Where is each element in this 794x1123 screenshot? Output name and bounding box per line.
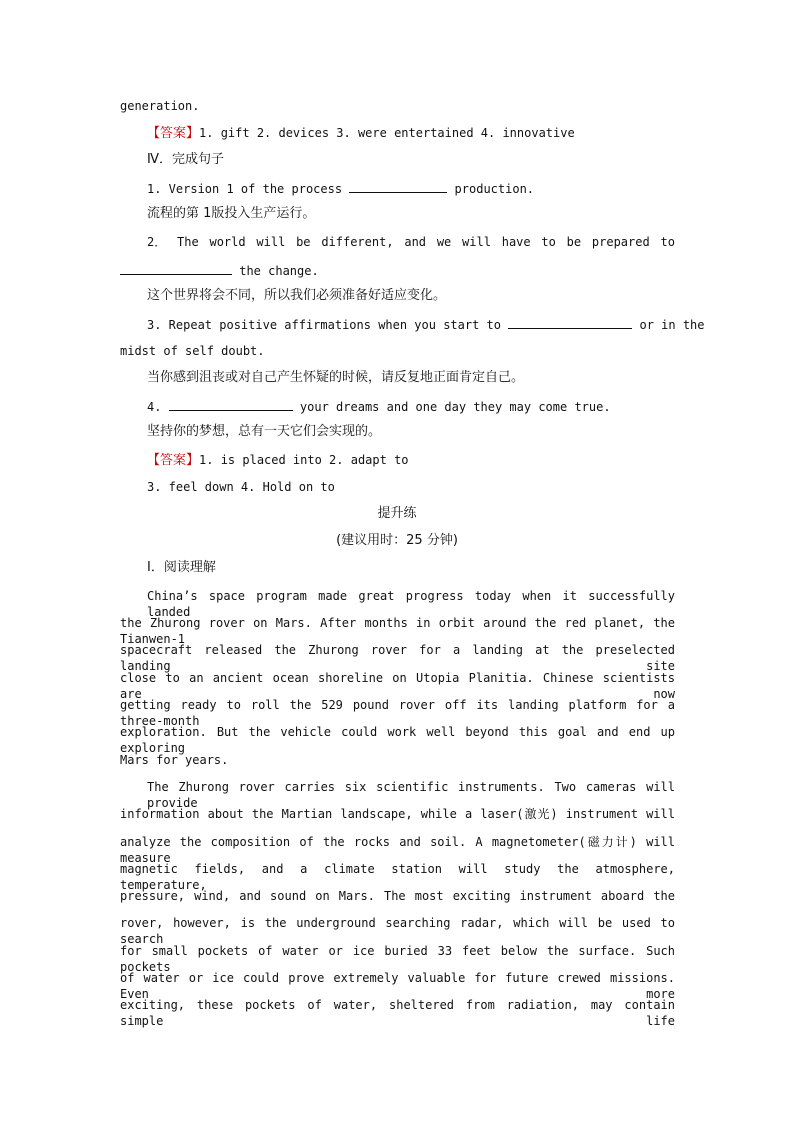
- word: to: [660, 235, 675, 249]
- passage-line: pressure, wind, and sound on Mars. The most exciting instrument aboard the: [120, 889, 675, 903]
- sentence-1-translation: 流程的第 1版投入生产运行。: [147, 206, 316, 221]
- passage-line: magnetic fields, and a climate station will study the atmosphere, temperature,: [120, 862, 675, 892]
- answer-content: 1. is placed into 2. adapt to: [199, 453, 409, 467]
- sentence-3-cont: midst of self doubt.: [120, 344, 265, 358]
- word: be: [296, 235, 311, 249]
- passage-line: analyze the composition of the rocks and soil. A magnetometer(磁力计) will measure: [120, 835, 675, 865]
- sentence-1: [147, 180, 675, 197]
- sentence-2-translation: 这个世界将会不同，所以我们必须准备好适应变化。: [147, 288, 447, 303]
- word: will: [462, 235, 491, 249]
- passage-line: of water or ice could prove extremely valuable for future crewed missions. Even more: [120, 971, 675, 1001]
- prev-question-tail: generation.: [120, 99, 200, 113]
- section-heading: Ⅳ．完成句子: [147, 152, 224, 167]
- blank-2: [120, 262, 232, 275]
- word: The: [177, 235, 199, 249]
- passage-line: for small pockets of water or ice buried 33 feet below the surface. Such pockets: [120, 944, 675, 974]
- answer-line-1: [147, 452, 675, 469]
- answer-tag: 【答案】: [147, 453, 200, 468]
- sentence-2-cont: [120, 262, 675, 279]
- prev-answer-line: [147, 125, 675, 142]
- word: be: [566, 235, 582, 249]
- sentence-3: [147, 316, 705, 333]
- sentence-1-after: production.: [454, 182, 535, 196]
- passage-line: exciting, these pockets of water, sheltered from radiation, may contain simple life: [120, 998, 675, 1028]
- blank-4: [169, 398, 293, 411]
- answer-content: 1. gift 2. devices 3. were entertained 4. innovative: [199, 126, 575, 140]
- word: will: [256, 235, 286, 249]
- answer-tag: 【答案】: [147, 126, 200, 141]
- passage-line: Mars for years.: [120, 753, 229, 767]
- practice-title: 提升练: [377, 506, 417, 521]
- sentence-3-before: 3. Repeat positive affirmations when you start to: [147, 318, 502, 332]
- word: world: [209, 235, 246, 249]
- sentence-4-num: 4.: [147, 400, 162, 414]
- sentence-4-after: your dreams and one day they may come true.: [299, 400, 611, 414]
- passage-line: China’s space program made great progress today when it successfully landed: [147, 589, 675, 619]
- sentence-4-translation: 坚持你的梦想，总有一天它们会实现的。: [147, 424, 382, 439]
- passage-line: rover, however, is the underground searching radar, which will be used to search: [120, 916, 675, 946]
- passage-line: getting ready to roll the 529 pound rover off its landing platform for a three-month: [120, 698, 675, 728]
- word: prepared: [591, 235, 650, 249]
- sentence-4: [147, 398, 675, 415]
- word: 2．: [147, 235, 167, 249]
- passage-line: spacecraft released the Zhurong rover for a landing at the preselected landing site: [120, 643, 675, 673]
- sentence-2-after: the change.: [239, 264, 319, 278]
- passage-line: The Zhurong rover carries six scientific instruments. Two cameras will provide: [147, 780, 675, 810]
- passage-line: close to an ancient ocean shoreline on Utopia Planitia. Chinese scientists are now: [120, 671, 675, 701]
- answer-line-2: 3. feel down 4. Hold on to: [147, 480, 335, 494]
- word: to: [541, 235, 556, 249]
- sentence-3-after: or in the: [639, 318, 705, 332]
- sentence-3-translation: 当你感到沮丧或对自己产生怀疑的时候，请反复地正面肯定自己。: [147, 370, 525, 385]
- reading-section-heading: Ⅰ．阅读理解: [147, 560, 216, 575]
- passage-line: the Zhurong rover on Mars. After months in orbit around the red planet, the Tianwen-1: [120, 616, 675, 646]
- word: have: [501, 235, 531, 249]
- word: and: [404, 235, 427, 249]
- word: different,: [321, 235, 394, 249]
- sentence-2-line: [147, 234, 675, 250]
- practice-time: (建议用时：25 分钟): [336, 533, 458, 548]
- blank-3: [508, 316, 632, 329]
- blank-1: [349, 180, 447, 193]
- passage-line: exploration. But the vehicle could work well beyond this goal and end up exploring: [120, 725, 675, 755]
- sentence-1-before: 1. Version 1 of the process: [147, 182, 343, 196]
- passage-line: information about the Martian landscape, while a laser(激光) instrument will: [120, 807, 675, 821]
- word: we: [436, 235, 452, 249]
